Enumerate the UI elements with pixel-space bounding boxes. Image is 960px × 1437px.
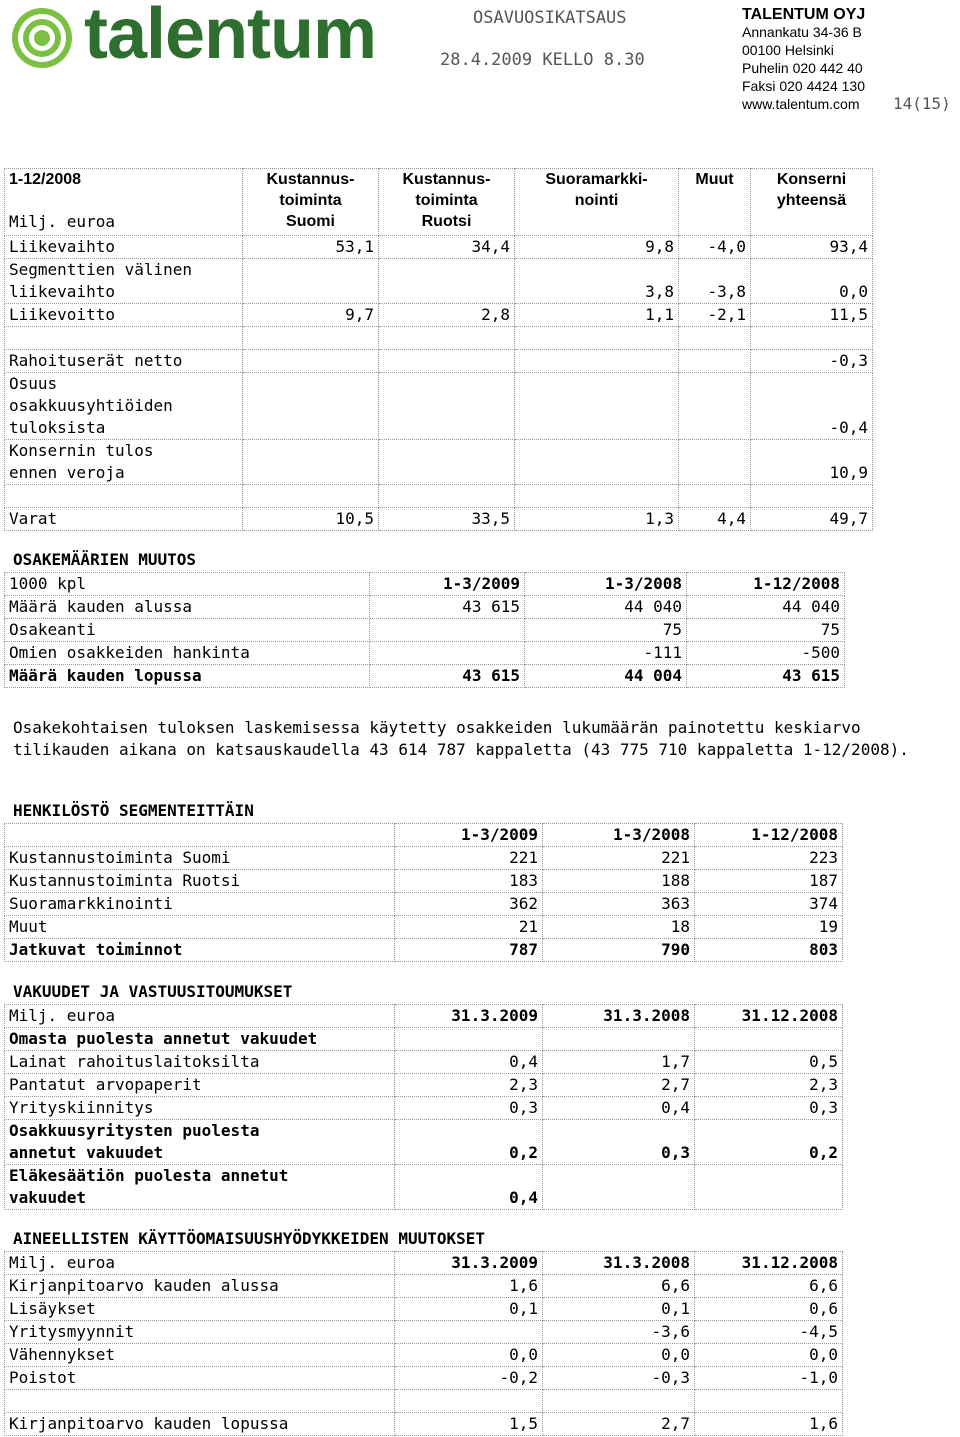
shares-row-label: Määrä kauden lopussa [5, 665, 370, 688]
report-title: OSAVUOSIKATSAUS [473, 8, 627, 28]
segment-column-header: Muut [679, 169, 751, 236]
page-number: 14(15) [893, 94, 951, 113]
assets-value: 6,6 [543, 1275, 695, 1298]
assets-title: AINEELLISTEN KÄYTTÖOMAISUUSHYÖDYKKEIDEN MUUTOKSET [13, 1229, 486, 1248]
assets-row-label [5, 1390, 395, 1413]
personnel-value: 221 [543, 847, 695, 870]
segment-value [751, 327, 873, 350]
report-datetime: 28.4.2009 KELLO 8.30 [440, 50, 645, 70]
personnel-title: HENKILÖSTÖ SEGMENTEITTÄIN [13, 801, 254, 820]
assets-row-label: Lisäykset [5, 1298, 395, 1321]
segment-period-label [5, 169, 243, 236]
collateral-row [5, 1120, 843, 1165]
shares-table [4, 572, 845, 688]
collateral-row [5, 1074, 843, 1097]
assets-row-label: Yritysmyynnit [5, 1321, 395, 1344]
collateral-row [5, 1165, 843, 1210]
shares-value: 44 004 [525, 665, 687, 688]
segment-value [243, 327, 379, 350]
company-website[interactable]: www.talentum.com [742, 96, 860, 112]
personnel-value: 374 [695, 893, 843, 916]
shares-value: 75 [525, 619, 687, 642]
collateral-value: 2,3 [395, 1074, 543, 1097]
collateral-column-header: Milj. euroa [5, 1005, 395, 1028]
shares-value: -111 [525, 642, 687, 665]
personnel-row [5, 893, 843, 916]
shares-value: 44 040 [525, 596, 687, 619]
assets-column-header: 31.3.2009 [395, 1252, 543, 1275]
shares-header-row [5, 573, 845, 596]
segment-value: 33,5 [379, 508, 515, 531]
assets-row [5, 1321, 843, 1344]
segment-value: 93,4 [751, 236, 873, 259]
segment-value: -0,3 [751, 350, 873, 373]
assets-value: 1,6 [695, 1413, 843, 1436]
personnel-row-label: Kustannustoiminta Suomi [5, 847, 395, 870]
collateral-column-header: 31.3.2008 [543, 1005, 695, 1028]
assets-row [5, 1413, 843, 1436]
personnel-column-header: 1-12/2008 [695, 824, 843, 847]
collateral-value: 2,3 [695, 1074, 843, 1097]
assets-row [5, 1344, 843, 1367]
personnel-row [5, 870, 843, 893]
segment-value [679, 440, 751, 485]
company-name: TALENTUM OYJ [742, 6, 866, 23]
collateral-value: 0,3 [395, 1097, 543, 1120]
shares-column-header: 1-12/2008 [687, 573, 845, 596]
segment-row [5, 304, 873, 327]
segment-row-label: Varat [5, 508, 243, 531]
segment-value: 9,7 [243, 304, 379, 327]
segment-period: 1-12/2008 [9, 171, 82, 188]
shares-value: 75 [687, 619, 845, 642]
company-fax: Faksi 020 4424 130 [742, 78, 865, 94]
personnel-column-header: 1-3/2009 [395, 824, 543, 847]
shares-row-label: Omien osakkeiden hankinta [5, 642, 370, 665]
collateral-value: 0,3 [695, 1097, 843, 1120]
assets-column-header: 31.3.2008 [543, 1252, 695, 1275]
personnel-row-label: Kustannustoiminta Ruotsi [5, 870, 395, 893]
segment-value [243, 259, 379, 304]
collateral-row [5, 1028, 843, 1051]
segment-column-header: Konserni yhteensä [751, 169, 873, 236]
assets-value: 0,0 [695, 1344, 843, 1367]
segment-value [243, 440, 379, 485]
assets-row [5, 1367, 843, 1390]
collateral-value: 0,2 [695, 1120, 843, 1165]
collateral-value: 2,7 [543, 1074, 695, 1097]
collateral-header-row [5, 1005, 843, 1028]
collateral-row [5, 1097, 843, 1120]
assets-row [5, 1298, 843, 1321]
segment-row [5, 350, 873, 373]
segment-value: 1,1 [515, 304, 679, 327]
segment-value [379, 259, 515, 304]
collateral-value [395, 1028, 543, 1051]
personnel-value: 223 [695, 847, 843, 870]
assets-row [5, 1275, 843, 1298]
assets-value: 0,0 [395, 1344, 543, 1367]
segment-value [243, 485, 379, 508]
segment-value [379, 440, 515, 485]
shares-row-label: Osakeanti [5, 619, 370, 642]
shares-value [370, 619, 525, 642]
shares-row [5, 642, 845, 665]
segment-row-label: Rahoituserät netto [5, 350, 243, 373]
assets-row [5, 1390, 843, 1413]
segment-value [515, 350, 679, 373]
segment-value [515, 373, 679, 440]
segment-value [515, 327, 679, 350]
collateral-column-header: 31.3.2009 [395, 1005, 543, 1028]
segment-row [5, 259, 873, 304]
personnel-value: 183 [395, 870, 543, 893]
assets-value [395, 1390, 543, 1413]
segment-row-label: Segmenttien välinen liikevaihto [5, 259, 243, 304]
shares-row [5, 596, 845, 619]
segment-row-label: Liikevoitto [5, 304, 243, 327]
assets-header-row [5, 1252, 843, 1275]
logo-wordmark: talentum [84, 0, 377, 74]
collateral-value: 0,4 [395, 1051, 543, 1074]
segment-table [4, 168, 873, 531]
shares-column-header: 1000 kpl [5, 573, 370, 596]
collateral-value [543, 1028, 695, 1051]
assets-column-header: Milj. euroa [5, 1252, 395, 1275]
segment-value [379, 327, 515, 350]
collateral-value [695, 1165, 843, 1210]
personnel-row-label: Muut [5, 916, 395, 939]
collateral-title: VAKUUDET JA VASTUUSITOUMUKSET [13, 982, 293, 1001]
company-phone: Puhelin 020 442 40 [742, 60, 863, 76]
segment-value [379, 485, 515, 508]
personnel-row [5, 916, 843, 939]
shares-title: OSAKEMÄÄRIEN MUUTOS [13, 550, 197, 569]
segment-value: 53,1 [243, 236, 379, 259]
assets-value: -0,2 [395, 1367, 543, 1390]
assets-row-label: Kirjanpitoarvo kauden alussa [5, 1275, 395, 1298]
segment-row [5, 485, 873, 508]
segment-value: 49,7 [751, 508, 873, 531]
assets-row-label: Kirjanpitoarvo kauden lopussa [5, 1413, 395, 1436]
segment-value: 9,8 [515, 236, 679, 259]
segment-row-label: Osuus osakkuusyhtiöiden tuloksista [5, 373, 243, 440]
segment-value [243, 373, 379, 440]
personnel-header-row [5, 824, 843, 847]
personnel-row [5, 939, 843, 962]
assets-value: 0,0 [543, 1344, 695, 1367]
segment-value [679, 327, 751, 350]
segment-value: 11,5 [751, 304, 873, 327]
segment-header-row [5, 169, 873, 236]
segment-value: -2,1 [679, 304, 751, 327]
personnel-value: 19 [695, 916, 843, 939]
shares-value: 43 615 [370, 665, 525, 688]
personnel-value: 188 [543, 870, 695, 893]
personnel-row [5, 847, 843, 870]
personnel-value: 221 [395, 847, 543, 870]
segment-value: 3,8 [515, 259, 679, 304]
eps-paragraph: Osakekohtaisen tuloksen laskemisessa käytetty osakkeiden lukumäärän painotettu keskiarvo tilikauden aikana on katsauskaudella 43 614 787 kappaletta (43 775 710 kappaletta 1-12/2008). [13, 718, 909, 759]
assets-table [4, 1251, 843, 1436]
shares-row [5, 665, 845, 688]
segment-column-header: Suoramarkki- nointi [515, 169, 679, 236]
segment-value [379, 350, 515, 373]
personnel-value: 787 [395, 939, 543, 962]
talentum-logo-icon [10, 6, 74, 70]
personnel-column-header: 1-3/2008 [543, 824, 695, 847]
segment-value [679, 350, 751, 373]
personnel-table [4, 823, 843, 962]
segment-row [5, 236, 873, 259]
collateral-value: 0,5 [695, 1051, 843, 1074]
personnel-value: 21 [395, 916, 543, 939]
segment-value [751, 485, 873, 508]
shares-value: 43 615 [687, 665, 845, 688]
segment-value: -3,8 [679, 259, 751, 304]
company-address2: 00100 Helsinki [742, 42, 834, 58]
segment-value: 1,3 [515, 508, 679, 531]
collateral-value [695, 1028, 843, 1051]
segment-column-header: Kustannus- toiminta Ruotsi [379, 169, 515, 236]
segment-value: 0,0 [751, 259, 873, 304]
personnel-value: 362 [395, 893, 543, 916]
shares-value: 43 615 [370, 596, 525, 619]
collateral-value: 0,3 [543, 1120, 695, 1165]
collateral-value: 1,7 [543, 1051, 695, 1074]
shares-column-header: 1-3/2008 [525, 573, 687, 596]
assets-value: -0,3 [543, 1367, 695, 1390]
shares-value [370, 642, 525, 665]
segment-row-label: Liikevaihto [5, 236, 243, 259]
shares-column-header: 1-3/2009 [370, 573, 525, 596]
assets-value: -3,6 [543, 1321, 695, 1344]
personnel-value: 790 [543, 939, 695, 962]
segment-row [5, 373, 873, 440]
assets-value [543, 1390, 695, 1413]
company-address1: Annankatu 34-36 B [742, 24, 862, 40]
segment-value: 2,8 [379, 304, 515, 327]
personnel-value: 187 [695, 870, 843, 893]
segment-value: 34,4 [379, 236, 515, 259]
assets-value: 1,5 [395, 1413, 543, 1436]
segment-value [679, 373, 751, 440]
collateral-row-label: Eläkesäätiön puolesta annetut vakuudet [5, 1165, 395, 1210]
assets-row-label: Poistot [5, 1367, 395, 1390]
collateral-column-header: 31.12.2008 [695, 1005, 843, 1028]
segment-row-label: Konsernin tulos ennen veroja [5, 440, 243, 485]
assets-value: 1,6 [395, 1275, 543, 1298]
segment-column-header: Kustannus- toiminta Suomi [243, 169, 379, 236]
shares-value: -500 [687, 642, 845, 665]
collateral-row-label: Pantatut arvopaperit [5, 1074, 395, 1097]
segment-value: 10,5 [243, 508, 379, 531]
assets-value: -1,0 [695, 1367, 843, 1390]
segment-row [5, 508, 873, 531]
segment-value: -4,0 [679, 236, 751, 259]
segment-value [379, 373, 515, 440]
segment-row-label [5, 485, 243, 508]
assets-value: 6,6 [695, 1275, 843, 1298]
segment-value [679, 485, 751, 508]
segment-unit: Milj. euroa [9, 212, 115, 231]
segment-value: 4,4 [679, 508, 751, 531]
segment-value: -0,4 [751, 373, 873, 440]
collateral-value: 0,2 [395, 1120, 543, 1165]
assets-value: 0,6 [695, 1298, 843, 1321]
assets-value: 0,1 [395, 1298, 543, 1321]
assets-value [395, 1321, 543, 1344]
shares-row-label: Määrä kauden alussa [5, 596, 370, 619]
assets-value [695, 1390, 843, 1413]
segment-value [515, 485, 679, 508]
collateral-row-label: Omasta puolesta annetut vakuudet [5, 1028, 395, 1051]
segment-value [515, 440, 679, 485]
assets-row-label: Vähennykset [5, 1344, 395, 1367]
assets-value: -4,5 [695, 1321, 843, 1344]
assets-value: 0,1 [543, 1298, 695, 1321]
collateral-row [5, 1051, 843, 1074]
shares-row [5, 619, 845, 642]
segment-row [5, 440, 873, 485]
personnel-value: 18 [543, 916, 695, 939]
collateral-table [4, 1004, 843, 1210]
personnel-value: 363 [543, 893, 695, 916]
personnel-value: 803 [695, 939, 843, 962]
segment-value: 10,9 [751, 440, 873, 485]
collateral-value [543, 1165, 695, 1210]
segment-row [5, 327, 873, 350]
collateral-row-label: Lainat rahoituslaitoksilta [5, 1051, 395, 1074]
personnel-column-header [5, 824, 395, 847]
collateral-row-label: Osakkuusyritysten puolesta annetut vakuudet [5, 1120, 395, 1165]
assets-value: 2,7 [543, 1413, 695, 1436]
personnel-row-label: Jatkuvat toiminnot [5, 939, 395, 962]
personnel-row-label: Suoramarkkinointi [5, 893, 395, 916]
shares-value: 44 040 [687, 596, 845, 619]
assets-column-header: 31.12.2008 [695, 1252, 843, 1275]
collateral-row-label: Yrityskiinnitys [5, 1097, 395, 1120]
segment-row-label [5, 327, 243, 350]
segment-value [243, 350, 379, 373]
collateral-value: 0,4 [395, 1165, 543, 1210]
collateral-value: 0,4 [543, 1097, 695, 1120]
